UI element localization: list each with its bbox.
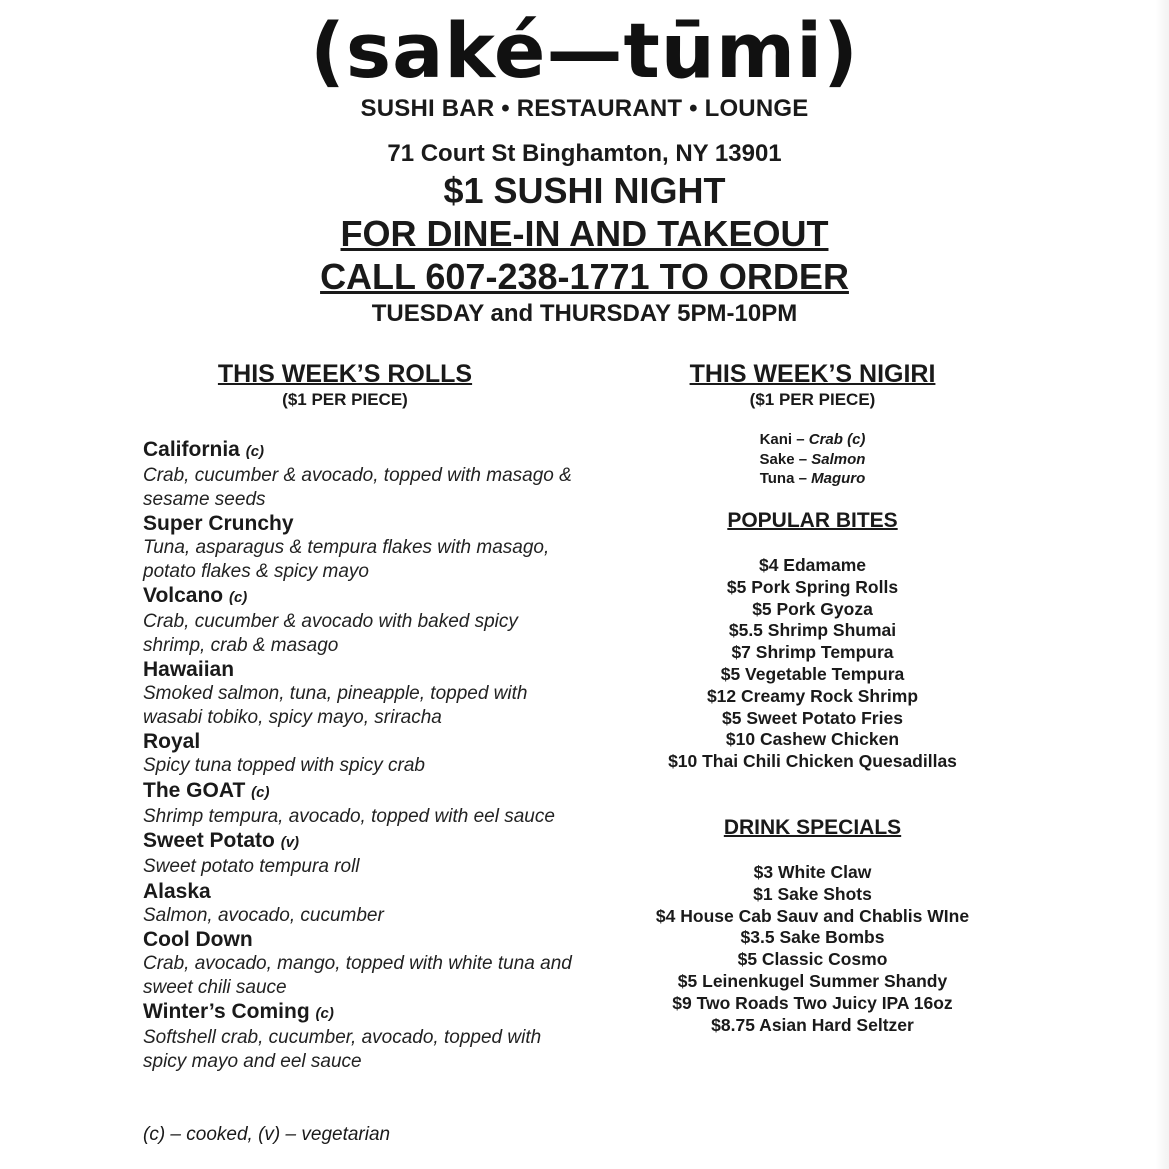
rolls-title: THIS WEEK’S ROLLS xyxy=(217,360,473,388)
roll-name-line xyxy=(143,729,583,754)
roll-item xyxy=(143,657,583,729)
roll-name: Winter’s Coming xyxy=(143,1000,310,1023)
nigiri-name: Tuna – xyxy=(759,470,812,487)
roll-name-line xyxy=(143,828,583,855)
nigiri-japanese-name: Crab (c) xyxy=(808,431,866,448)
drink-item: $3.5 Sake Bombs xyxy=(740,927,885,948)
roll-name: Alaska xyxy=(143,879,211,903)
nigiri-name: Kani – xyxy=(759,431,809,448)
drinks-title: DRINK SPECIALS xyxy=(723,816,902,839)
roll-tag: (c) xyxy=(245,443,265,460)
roll-name: California xyxy=(143,438,240,461)
nigiri-item xyxy=(620,450,1005,470)
call-to-order-line: CALL 607-238-1771 TO ORDER xyxy=(320,256,849,297)
drink-item: $5 Leinenkugel Summer Shandy xyxy=(677,970,948,991)
dine-in-takeout-line: FOR DINE-IN AND TAKEOUT xyxy=(340,213,829,254)
address: 71 Court St Binghamton, NY 13901 xyxy=(387,140,782,167)
roll-tag: (v) xyxy=(280,834,300,851)
roll-name: Hawaiian xyxy=(143,658,235,681)
bite-item: $10 Cashew Chicken xyxy=(725,729,900,750)
bite-item: $5 Sweet Potato Fries xyxy=(722,707,903,728)
roll-name: Sweet Potato xyxy=(143,829,275,852)
roll-description: Salmon, avocado, cucumber xyxy=(143,904,384,926)
roll-name: The GOAT xyxy=(143,778,246,802)
bite-item: $5 Pork Spring Rolls xyxy=(726,576,899,597)
drink-item: $3 White Claw xyxy=(753,862,872,882)
restaurant-logo: (saké—tūmi) xyxy=(310,6,859,95)
roll-item xyxy=(143,999,583,1073)
roll-item xyxy=(143,927,583,999)
roll-description: Softshell crab, cucumber, avocado, topped with spicy mayo and eel sauce xyxy=(143,1027,542,1072)
nigiri-subtitle: ($1 PER PIECE) xyxy=(749,390,876,409)
roll-item xyxy=(143,511,583,583)
rolls-subtitle: ($1 PER PIECE) xyxy=(282,390,408,409)
nigiri-japanese-name: Maguro xyxy=(811,470,866,487)
roll-name-line xyxy=(143,778,583,805)
nigiri-item xyxy=(620,469,1005,489)
roll-name-line xyxy=(143,511,583,536)
days-hours: TUESDAY and THURSDAY 5PM-10PM xyxy=(371,300,798,327)
bites-title: POPULAR BITES xyxy=(727,509,898,532)
drink-item: $8.75 Asian Hard Seltzer xyxy=(711,1014,914,1035)
roll-description: Tuna, asparagus & tempura flakes with masago, potato flakes & spicy mayo xyxy=(143,537,550,582)
drinks-list xyxy=(620,862,1005,1036)
roll-name: Super Crunchy xyxy=(143,512,294,535)
roll-tag: (c) xyxy=(251,783,270,801)
roll-description: Crab, cucumber & avocado with baked spicy shrimp, crab & masago xyxy=(143,611,518,656)
drink-item: $9 Two Roads Two Juicy IPA 16oz xyxy=(672,992,953,1013)
roll-item xyxy=(143,583,583,657)
bite-item: $7 Shrimp Tempura xyxy=(731,642,894,663)
roll-item xyxy=(143,828,583,879)
roll-name: Volcano xyxy=(143,584,224,607)
roll-name: Cool Down xyxy=(143,928,253,951)
nigiri-item xyxy=(620,430,1005,450)
bite-item: $4 Edamame xyxy=(758,555,866,575)
roll-tag: (c) xyxy=(228,589,248,606)
bites-list xyxy=(620,555,1005,773)
tagline: SUSHI BAR • RESTAURANT • LOUNGE xyxy=(360,95,809,122)
roll-description: Crab, cucumber & avocado, topped with masago & sesame seeds xyxy=(143,465,572,510)
bite-item: $5.5 Shrimp Shumai xyxy=(728,620,897,641)
bite-item: $10 Thai Chili Chicken Quesadillas xyxy=(668,751,957,772)
roll-name-line xyxy=(143,437,583,464)
roll-name-line xyxy=(143,927,583,952)
promo-headline: $1 SUSHI NIGHT xyxy=(443,170,726,211)
roll-item xyxy=(143,729,583,778)
legend: (c) – cooked, (v) – vegetarian xyxy=(143,1124,391,1145)
roll-description: Shrimp tempura, avocado, topped with eel sauce xyxy=(143,805,555,827)
roll-description: Spicy tuna topped with spicy crab xyxy=(143,755,425,776)
roll-tag: (c) xyxy=(315,1005,334,1022)
drink-item: $5 Classic Cosmo xyxy=(737,949,888,970)
roll-name-line xyxy=(143,583,583,610)
drink-item: $1 Sake Shots xyxy=(753,883,872,904)
roll-item xyxy=(143,778,583,829)
nigiri-japanese-name: Salmon xyxy=(811,450,866,468)
roll-name-line xyxy=(143,999,583,1026)
bite-item: $5 Pork Gyoza xyxy=(752,598,873,619)
drink-item: $4 House Cab Sauv and Chablis WIne xyxy=(655,905,970,926)
bite-item: $5 Vegetable Tempura xyxy=(720,663,905,684)
roll-name-line xyxy=(143,657,583,682)
roll-name: Royal xyxy=(143,730,201,753)
nigiri-name: Sake – xyxy=(759,450,812,468)
nigiri-list xyxy=(620,430,1005,489)
roll-description: Sweet potato tempura roll xyxy=(143,856,360,877)
roll-description: Smoked salmon, tuna, pineapple, topped with wasabi tobiko, spicy mayo, sriracha xyxy=(143,683,528,728)
nigiri-title: THIS WEEK’S NIGIRI xyxy=(689,360,936,388)
rolls-list xyxy=(143,437,583,1073)
roll-item xyxy=(143,879,583,928)
roll-name-line xyxy=(143,879,583,904)
roll-description: Crab, avocado, mango, topped with white tuna and sweet chili sauce xyxy=(143,953,572,998)
bite-item: $12 Creamy Rock Shrimp xyxy=(706,685,919,706)
roll-item xyxy=(143,437,583,511)
